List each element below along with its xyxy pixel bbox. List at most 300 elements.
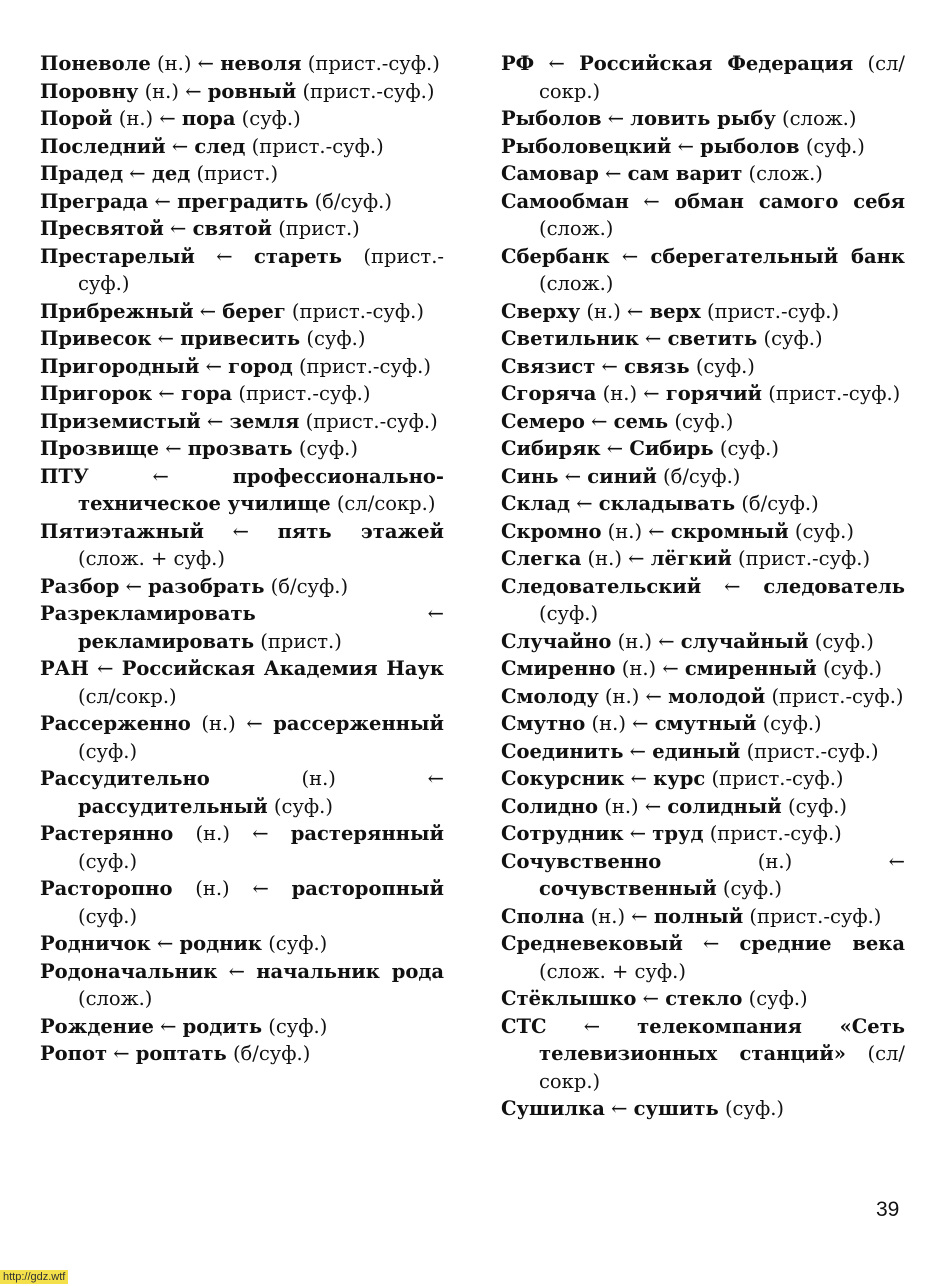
- headword: Сокурсник: [501, 767, 625, 790]
- derivation-arrow: ←: [644, 794, 662, 818]
- dictionary-entry: [40, 380, 444, 408]
- headword: Связист: [501, 354, 596, 378]
- headword: Сгоряча: [501, 382, 597, 405]
- dictionary-entry: [40, 1013, 444, 1041]
- derivation-arrow: ←: [677, 134, 694, 158]
- base-word: гора: [180, 382, 233, 405]
- headword: Сполна: [501, 904, 585, 928]
- base-word: смиренный: [684, 657, 817, 680]
- right-column: [501, 50, 905, 1123]
- derivation-arrow: ←: [591, 409, 608, 433]
- derivation-arrow: ←: [206, 409, 224, 433]
- derivation-arrow: ←: [113, 1042, 130, 1065]
- derivation-arrow: ←: [246, 712, 263, 735]
- headword: Сбербанк: [501, 244, 610, 268]
- derivation-arrow: ←: [645, 327, 662, 350]
- formation-type: (сл/сокр.): [336, 492, 436, 515]
- derivation-arrow: ←: [160, 1014, 177, 1038]
- base-word: рассерженный: [273, 712, 445, 735]
- dictionary-entry: [40, 463, 444, 518]
- formation-type: (слож.): [782, 107, 857, 130]
- dictionary-entry: [40, 325, 444, 353]
- headword: Светильник: [501, 327, 639, 350]
- formation-type: (прист.-суф.): [307, 52, 440, 75]
- derivation-arrow: ←: [252, 877, 269, 900]
- base-word: пять этажей: [277, 519, 445, 543]
- headword: Преграда: [40, 189, 149, 213]
- formation-type: (суф.): [298, 437, 358, 460]
- dictionary-entry: [501, 793, 905, 821]
- dictionary-entry: [40, 820, 444, 875]
- formation-type: (суф.): [787, 794, 848, 818]
- headword: Самовар: [501, 162, 599, 185]
- base-word: рекламировать: [78, 629, 255, 653]
- derivation-arrow: ←: [605, 162, 622, 185]
- formation-type: (сл/сокр.): [78, 684, 177, 708]
- base-word: сам варит: [627, 162, 743, 185]
- formation-type: (прист.): [196, 162, 279, 185]
- headword: Сочувственно: [501, 849, 662, 873]
- base-word: Российская Федерация: [579, 52, 854, 75]
- base-word: связь: [624, 354, 690, 378]
- base-word: дед: [151, 162, 191, 185]
- base-word: следователь: [763, 574, 906, 598]
- base-word: привесить: [180, 327, 301, 350]
- base-word: горячий: [665, 382, 763, 405]
- part-of-speech-note: (н.): [617, 629, 653, 653]
- headword: Поровну: [40, 79, 139, 103]
- part-of-speech-note: (н.): [604, 684, 640, 708]
- derivation-arrow: ←: [97, 657, 114, 680]
- derivation-arrow: ←: [583, 1014, 601, 1038]
- base-word: преградить: [177, 189, 309, 213]
- headword: Сверху: [501, 299, 581, 323]
- dictionary-entry: [501, 160, 905, 188]
- headword: Последний: [40, 134, 166, 158]
- headword: Пресвятой: [40, 217, 164, 240]
- derivation-arrow: ←: [630, 767, 647, 790]
- dictionary-entry: [501, 765, 905, 793]
- base-word: обман самого себя: [674, 189, 905, 213]
- base-word: курс: [653, 767, 706, 790]
- base-word: солидный: [667, 794, 782, 818]
- dictionary-entry: [40, 655, 444, 710]
- headword: Склад: [501, 492, 570, 515]
- headword: Ропот: [40, 1042, 108, 1065]
- dictionary-entry: [501, 133, 905, 161]
- formation-type: (суф.): [78, 739, 138, 763]
- dictionary-entry: [40, 958, 444, 1013]
- derivation-arrow: ←: [427, 602, 444, 625]
- dictionary-entry: [40, 188, 444, 216]
- headword: Сибиряк: [501, 437, 601, 460]
- dictionary-entry: [501, 710, 905, 738]
- derivation-arrow: ←: [606, 437, 624, 460]
- base-word: город: [228, 354, 293, 378]
- base-word: земля: [229, 409, 300, 433]
- derivation-arrow: ←: [648, 519, 665, 543]
- dictionary-entry: [501, 243, 905, 298]
- base-word: полный: [653, 904, 744, 928]
- headword: РАН: [40, 657, 89, 680]
- headword: Приземистый: [40, 409, 201, 433]
- dictionary-entry: [501, 1095, 905, 1123]
- formation-type: (суф.): [268, 932, 328, 955]
- derivation-arrow: ←: [627, 299, 644, 323]
- formation-type: (прист.-суф.): [78, 244, 445, 295]
- headword: Растерянно: [40, 822, 174, 845]
- base-word: Российская Академия Наук: [121, 657, 445, 680]
- left-column: [40, 50, 444, 1068]
- formation-type: (слож.): [539, 272, 614, 295]
- page-number: 39: [876, 1198, 900, 1221]
- derivation-arrow: ←: [629, 739, 646, 763]
- base-word: след: [194, 134, 246, 158]
- derivation-arrow: ←: [427, 767, 445, 790]
- headword: ПТУ: [40, 464, 89, 488]
- headword: Самообман: [501, 189, 629, 213]
- formation-type: (прист.-суф.): [707, 299, 840, 323]
- base-word: растерянный: [290, 822, 445, 845]
- headword: Порой: [40, 107, 113, 130]
- dictionary-entry: [40, 435, 444, 463]
- headword: Скромно: [501, 519, 602, 543]
- headword: Прозвище: [40, 437, 160, 460]
- base-word: лёгкий: [650, 547, 732, 570]
- derivation-arrow: ←: [632, 712, 649, 735]
- derivation-arrow: ←: [724, 574, 741, 598]
- dictionary-entry: [501, 820, 905, 848]
- formation-type: (б/суф.): [314, 189, 392, 213]
- part-of-speech-note: (н.): [607, 519, 643, 543]
- dictionary-entry: [40, 408, 444, 436]
- formation-type: (суф.): [306, 327, 366, 350]
- derivation-arrow: ←: [621, 244, 639, 268]
- derivation-arrow: ←: [171, 134, 189, 158]
- formation-type: (суф.): [539, 602, 599, 625]
- base-word: светить: [667, 327, 758, 350]
- formation-type: (суф.): [695, 354, 755, 378]
- headword: Прибрежный: [40, 299, 194, 323]
- part-of-speech-note: (н.): [587, 547, 622, 570]
- headword: Расторопно: [40, 877, 173, 900]
- base-word: ровный: [207, 79, 297, 103]
- base-word: профессионально-техническое училище: [78, 464, 445, 515]
- formation-type: (суф.): [805, 134, 865, 158]
- headword: Следовательский: [501, 574, 702, 598]
- dictionary-entry: [40, 710, 444, 765]
- derivation-arrow: ←: [564, 464, 582, 488]
- derivation-arrow: ←: [703, 932, 720, 955]
- base-word: родить: [182, 1014, 263, 1038]
- headword: Разрекламировать: [40, 602, 256, 625]
- headword: Синь: [501, 464, 559, 488]
- dictionary-entry: [40, 160, 444, 188]
- headword: РФ: [501, 52, 535, 75]
- derivation-arrow: ←: [197, 52, 214, 75]
- formation-type: (суф.): [762, 712, 822, 735]
- formation-type: (б/суф.): [232, 1042, 311, 1065]
- dictionary-entry: [40, 50, 444, 78]
- headword: Разбор: [40, 574, 120, 598]
- part-of-speech-note: (н.): [301, 767, 336, 790]
- base-word: пора: [181, 107, 236, 130]
- derivation-arrow: ←: [629, 822, 647, 845]
- dictionary-entry: [501, 408, 905, 436]
- dictionary-entry: [40, 930, 444, 958]
- formation-type: (прист.-суф.): [711, 767, 844, 790]
- part-of-speech-note: (н.): [118, 107, 154, 130]
- part-of-speech-note: (н.): [602, 382, 638, 405]
- headword: Случайно: [501, 629, 612, 653]
- formation-type: (суф.): [674, 409, 734, 433]
- derivation-arrow: ←: [170, 217, 187, 240]
- part-of-speech-note: (н.): [201, 712, 236, 735]
- base-word: единый: [652, 739, 741, 763]
- formation-type: (прист.): [278, 217, 360, 240]
- derivation-arrow: ←: [157, 327, 174, 350]
- base-word: расторопный: [291, 877, 445, 900]
- dictionary-entry: [501, 380, 905, 408]
- formation-type: (слож.): [539, 217, 614, 240]
- base-word: Сибирь: [629, 437, 714, 460]
- dictionary-entry: [501, 463, 905, 491]
- formation-type: (сл/сокр.): [539, 52, 905, 103]
- dictionary-entry: [501, 490, 905, 518]
- formation-type: (б/суф.): [741, 492, 819, 515]
- dictionary-entry: [40, 600, 444, 655]
- headword: Престарелый: [40, 244, 195, 268]
- formation-type: (суф.): [719, 437, 779, 460]
- base-word: роптать: [135, 1042, 227, 1065]
- derivation-arrow: ←: [154, 189, 171, 213]
- dictionary-entry: [40, 298, 444, 326]
- headword: Сушилка: [501, 1097, 605, 1120]
- derivation-arrow: ←: [607, 107, 625, 130]
- derivation-arrow: ←: [165, 437, 182, 460]
- formation-type: (слож. + суф.): [539, 959, 686, 983]
- dictionary-entry: [501, 50, 905, 105]
- base-word: случайный: [680, 629, 809, 653]
- formation-type: (прист.-суф.): [302, 79, 435, 103]
- dictionary-entry: [501, 930, 905, 985]
- derivation-arrow: ←: [156, 932, 174, 955]
- dictionary-entry: [501, 848, 905, 903]
- base-word: труд: [652, 822, 704, 845]
- dictionary-entry: [40, 765, 444, 820]
- base-word: рассудительный: [78, 794, 268, 818]
- base-word: сушить: [633, 1097, 719, 1120]
- derivation-arrow: ←: [125, 574, 142, 598]
- dictionary-entry: [501, 903, 905, 931]
- watermark-link[interactable]: http://gdz.wtf: [0, 1270, 68, 1284]
- formation-type: (прист.-суф.): [771, 684, 904, 708]
- headword: СТС: [501, 1014, 547, 1038]
- part-of-speech-note: (н.): [195, 822, 230, 845]
- dictionary-entry: [40, 243, 444, 298]
- headword: Рыболовецкий: [501, 134, 672, 158]
- base-word: стареть: [254, 244, 342, 268]
- headword: Рассудительно: [40, 767, 210, 790]
- base-word: семь: [613, 409, 669, 433]
- derivation-arrow: ←: [631, 904, 648, 928]
- dictionary-entry: [40, 105, 444, 133]
- base-word: стекло: [665, 987, 743, 1010]
- derivation-arrow: ←: [643, 382, 660, 405]
- base-word: ловить рыбу: [630, 107, 776, 130]
- base-word: складывать: [598, 492, 736, 515]
- headword: Сотрудник: [501, 822, 624, 845]
- dictionary-entry: [40, 353, 444, 381]
- headword: Смолоду: [501, 684, 599, 708]
- headword: Рассерженно: [40, 712, 191, 735]
- derivation-arrow: ←: [205, 354, 222, 378]
- base-word: синий: [587, 464, 657, 488]
- derivation-arrow: ←: [658, 629, 675, 653]
- base-word: скромный: [670, 519, 789, 543]
- dictionary-entry: [501, 655, 905, 683]
- formation-type: (суф.): [268, 1014, 328, 1038]
- formation-type: (прист.-суф.): [749, 904, 882, 928]
- part-of-speech-note: (н.): [195, 877, 230, 900]
- headword: Пятиэтажный: [40, 519, 204, 543]
- base-word: святой: [192, 217, 272, 240]
- dictionary-entry: [501, 738, 905, 766]
- formation-type: (суф.): [794, 519, 854, 543]
- formation-type: (прист.-суф.): [738, 547, 871, 570]
- headword: Родоначальник: [40, 959, 218, 983]
- formation-type: (слож.): [748, 162, 823, 185]
- dictionary-entry: [40, 518, 444, 573]
- dictionary-entry: [501, 683, 905, 711]
- dictionary-entry: [40, 215, 444, 243]
- dictionary-entry: [501, 1013, 905, 1096]
- formation-type: (прист.-суф.): [251, 134, 384, 158]
- dictionary-entry: [40, 78, 444, 106]
- derivation-arrow: ←: [642, 987, 659, 1010]
- formation-type: (сл/сокр.): [539, 1042, 906, 1093]
- part-of-speech-note: (н.): [621, 657, 657, 680]
- part-of-speech-note: (н.): [757, 849, 793, 873]
- base-word: рыболов: [700, 134, 800, 158]
- base-word: верх: [649, 299, 701, 323]
- dictionary-entry: [501, 573, 905, 628]
- base-word: родник: [179, 932, 262, 955]
- headword: Пригородный: [40, 354, 200, 378]
- part-of-speech-note: (н.): [604, 794, 639, 818]
- part-of-speech-note: (н.): [144, 79, 179, 103]
- headword: Солидно: [501, 794, 599, 818]
- derivation-arrow: ←: [216, 244, 233, 268]
- headword: Семеро: [501, 409, 585, 433]
- dictionary-entry: [501, 435, 905, 463]
- headword: Родничок: [40, 932, 151, 955]
- headword: Средневековый: [501, 932, 683, 955]
- base-word: неволя: [220, 52, 302, 75]
- derivation-arrow: ←: [611, 1097, 628, 1120]
- base-word: средние века: [739, 932, 906, 955]
- dictionary-entry: [40, 133, 444, 161]
- derivation-arrow: ←: [228, 959, 245, 983]
- base-word: берег: [222, 299, 286, 323]
- formation-type: (б/суф.): [663, 464, 741, 488]
- headword: Привесок: [40, 327, 152, 350]
- formation-type: (прист.): [260, 629, 342, 653]
- formation-type: (б/суф.): [270, 574, 349, 598]
- derivation-arrow: ←: [645, 684, 662, 708]
- derivation-arrow: ←: [601, 354, 618, 378]
- derivation-arrow: ←: [252, 822, 269, 845]
- base-word: разобрать: [148, 574, 265, 598]
- derivation-arrow: ←: [628, 547, 645, 570]
- formation-type: (суф.): [822, 657, 883, 680]
- formation-type: (прист.-суф.): [768, 382, 901, 405]
- formation-type: (слож. + суф.): [78, 547, 225, 570]
- formation-type: (прист.-суф.): [709, 822, 842, 845]
- derivation-arrow: ←: [662, 657, 679, 680]
- dictionary-entry: [40, 1040, 444, 1068]
- formation-type: (суф.): [78, 849, 138, 873]
- dictionary-entry: [501, 545, 905, 573]
- part-of-speech-note: (н.): [157, 52, 192, 75]
- headword: Пригорок: [40, 382, 153, 405]
- dictionary-entry: [40, 875, 444, 930]
- headword: Рыболов: [501, 107, 602, 130]
- part-of-speech-note: (н.): [591, 712, 626, 735]
- dictionary-entry: [501, 188, 905, 243]
- formation-type: (суф.): [724, 1097, 785, 1120]
- base-word: сочувственный: [539, 877, 717, 900]
- derivation-arrow: ←: [888, 849, 905, 873]
- formation-type: (прист.-суф.): [305, 409, 438, 433]
- derivation-arrow: ←: [152, 464, 169, 488]
- headword: Прадед: [40, 162, 124, 185]
- derivation-arrow: ←: [548, 52, 565, 75]
- dictionary-entry: [501, 518, 905, 546]
- base-word: начальник рода: [256, 959, 445, 983]
- derivation-arrow: ←: [185, 79, 202, 103]
- formation-type: (суф.): [241, 107, 301, 130]
- headword: Стёклышко: [501, 987, 637, 1010]
- formation-type: (суф.): [748, 987, 808, 1010]
- part-of-speech-note: (н.): [590, 904, 626, 928]
- part-of-speech-note: (н.): [586, 299, 621, 323]
- formation-type: (суф.): [722, 877, 782, 900]
- derivation-arrow: ←: [199, 299, 217, 323]
- derivation-arrow: ←: [576, 492, 593, 515]
- derivation-arrow: ←: [159, 107, 176, 130]
- headword: Рождение: [40, 1014, 154, 1038]
- headword: Поневоле: [40, 52, 151, 75]
- formation-type: (суф.): [814, 629, 874, 653]
- base-word: телекомпания «Сеть телевизионных станций»: [539, 1014, 906, 1065]
- formation-type: (слож.): [78, 987, 153, 1010]
- dictionary-entry: [40, 573, 444, 601]
- headword: Слегка: [501, 547, 582, 570]
- headword: Соединить: [501, 739, 624, 763]
- formation-type: (прист.-суф.): [291, 299, 424, 323]
- dictionary-entry: [501, 325, 905, 353]
- base-word: прозвать: [187, 437, 293, 460]
- formation-type: (суф.): [78, 904, 138, 928]
- formation-type: (суф.): [763, 327, 823, 350]
- derivation-arrow: ←: [129, 162, 146, 185]
- dictionary-entry: [501, 353, 905, 381]
- derivation-arrow: ←: [158, 382, 175, 405]
- dictionary-entry: [501, 628, 905, 656]
- dictionary-entry: [501, 985, 905, 1013]
- derivation-arrow: ←: [643, 189, 660, 213]
